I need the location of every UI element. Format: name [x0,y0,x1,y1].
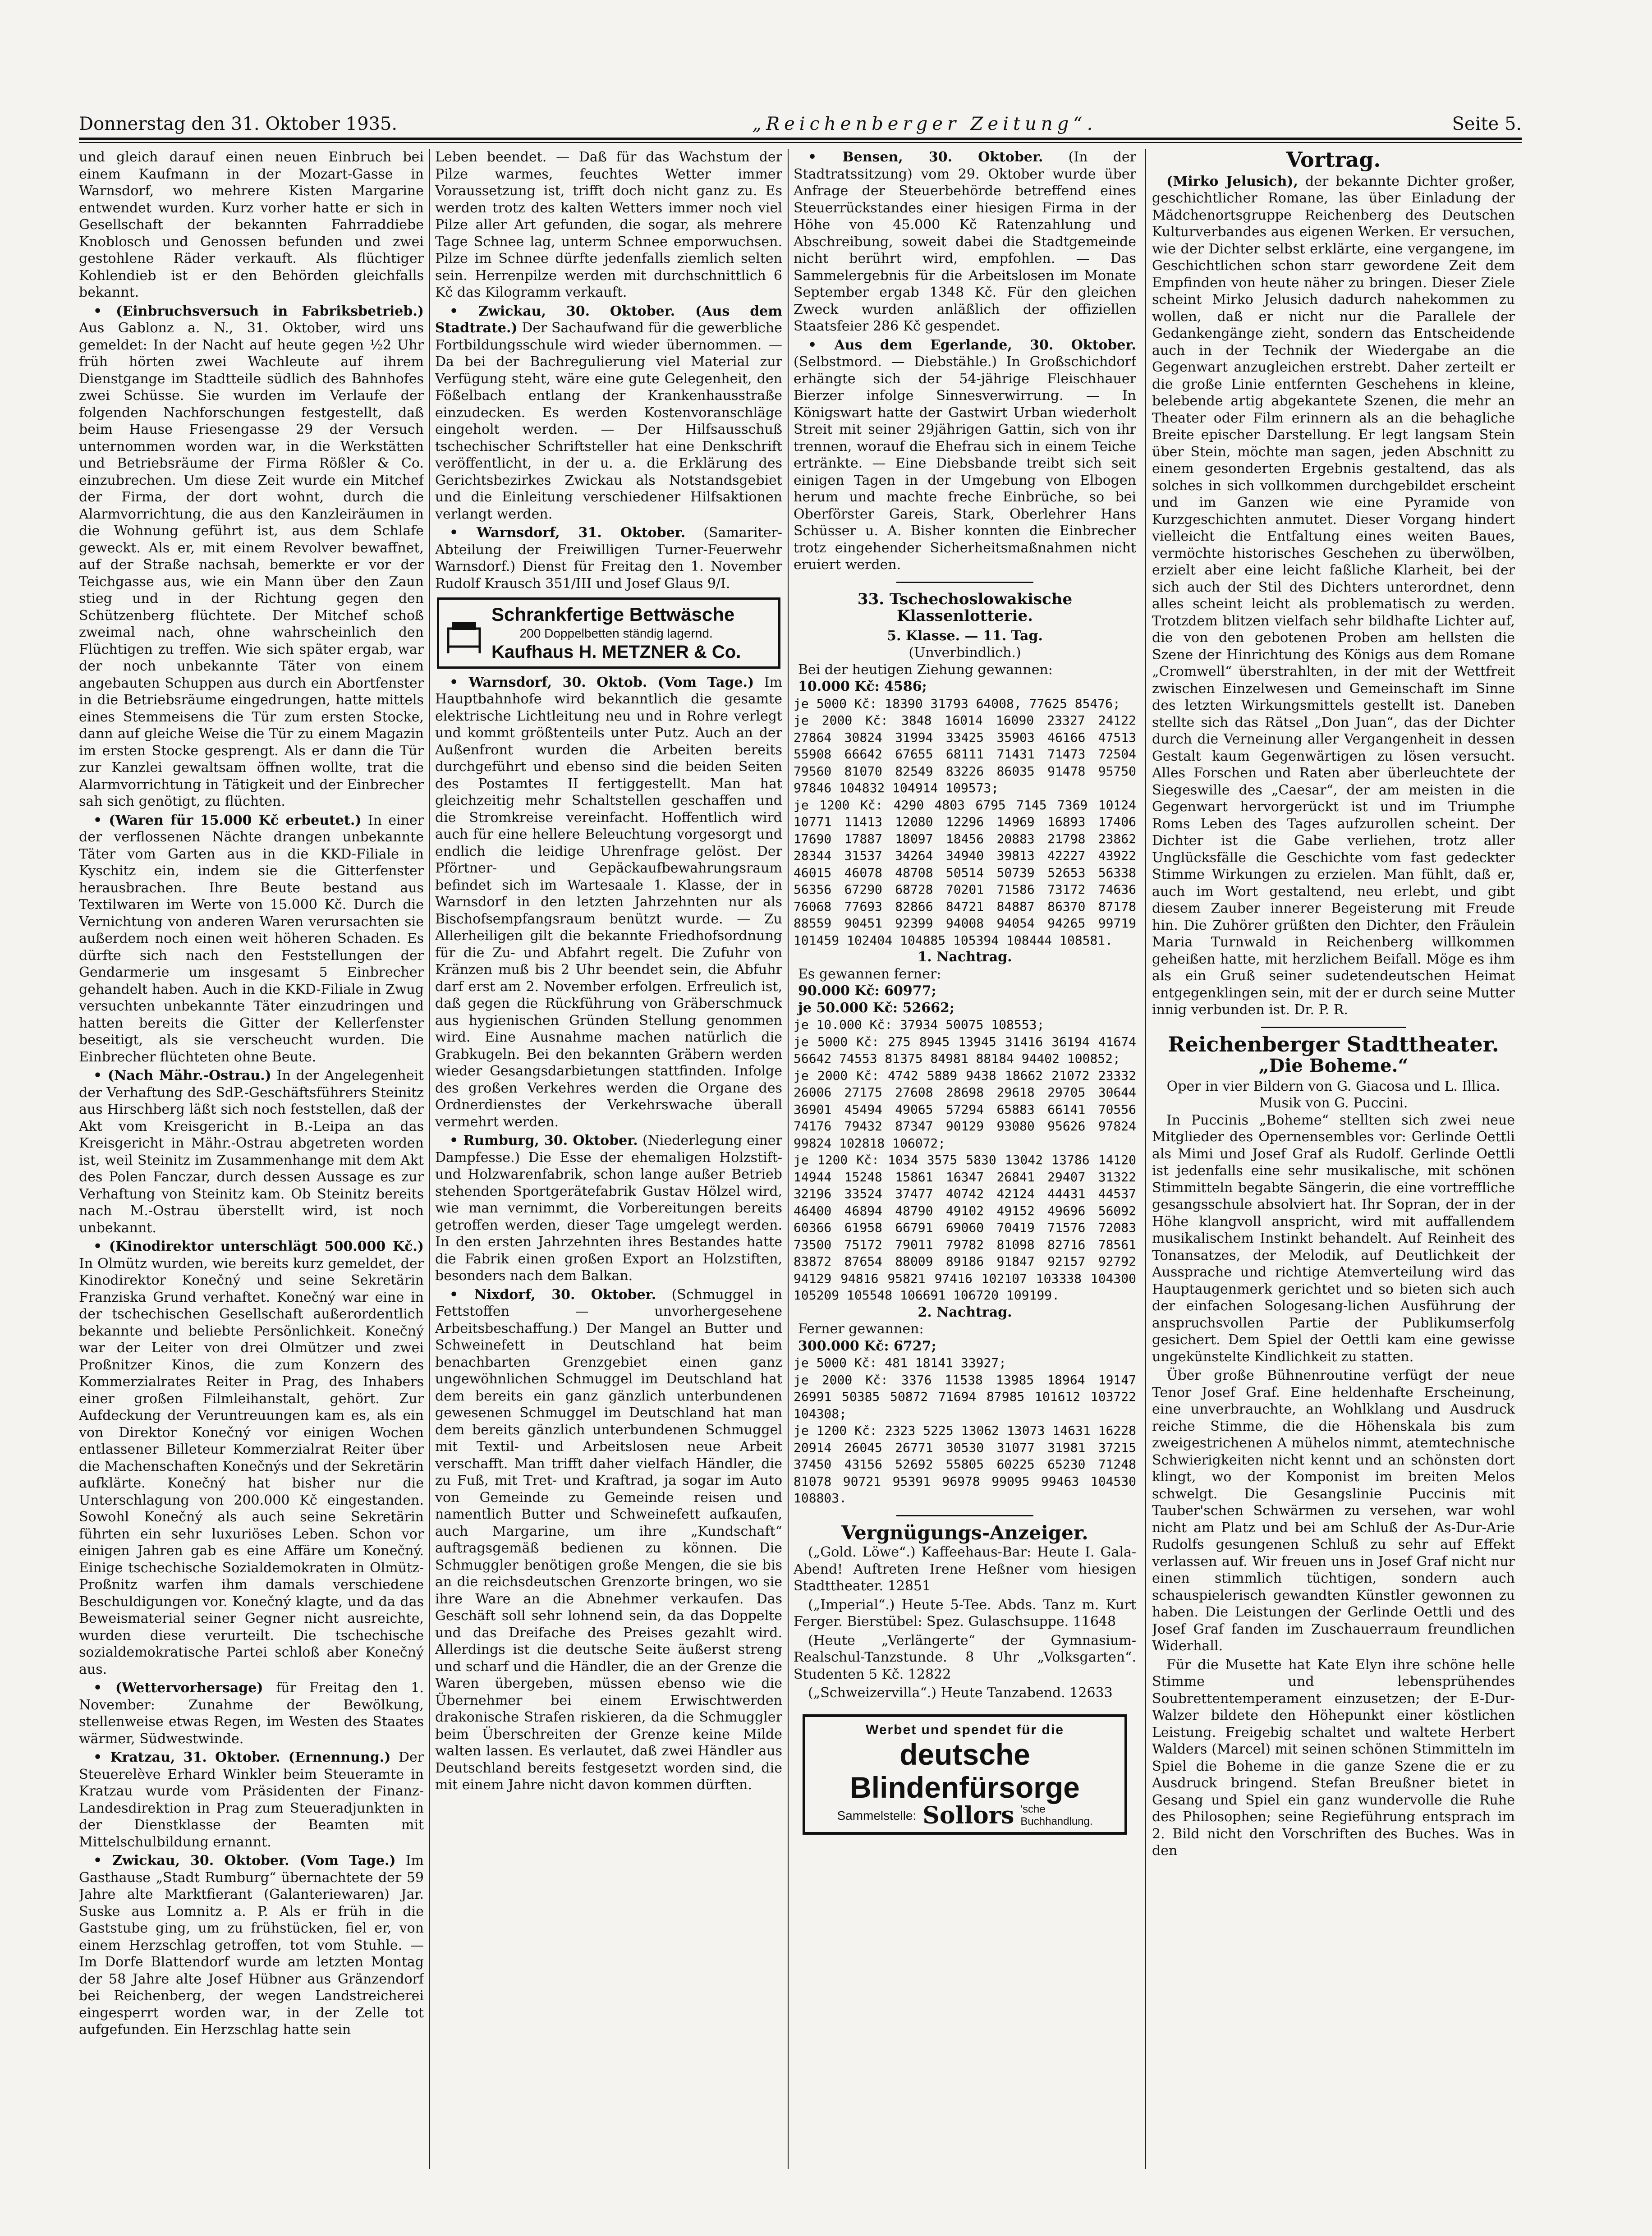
ad-title: Schrankfertige Bettwäsche [491,604,735,625]
article-headline: • (Kinodirektor unterschlägt 500.000 Kč.) [93,1239,424,1254]
lottery-row: je 5000 Kč: 18390 31793 64008, 77625 85476; [794,696,1120,711]
article-text: Aus Gablonz a. N., 31. Oktober, wird uns gemeldet: In der Nacht auf heute gegen ½2 Uhr früh hörten zwei Wachleute auf ihrem Dienstgange im Stadtteile südlich des Bahnhofes zwei Schüsse. Sie wurden im Verlaufe der folgenden Nachforschungen festgestellt, daß beim Hause Friesengasse 29 der Versuch unternommen worden war, in die Werkstätten und Betriebsräume der Firma Rößler & Co. einzubrechen. Um diese Zeit wurde ein Mitchef der Firma, der dort wohnt, durch die Alarmvorrichtung, die aus den Kanzleiräumen in die Wohnung geführt ist, aus dem Schlafe geweckt. Als er, mit einem Revolver bewaffnet, auf der Straße nachsah, bemerkte er vor der Teichgasse aus, wie ein Mann über den Zaun stieg und in der Richtung gegen den Schützenberg flüchtete. Der Mitchef schoß zweimal nach, ohne wahrscheinlich den Flüchtigen zu treffen. Wie sich später ergab, war der noch unbekannte Täter von einem angebauten Schuppen aus durch ein Abortfenster in die Betriebsräume eingedrungen, hatte mittels eines Stemmeisens die Tür zum ersten Stocke, dann auf gleiche Weise die Tür zu einem Magazin im ersten Stocke gesprengt. Als er dann die Tür zur Kanzlei gewaltsam öffnen wollte, trat die Alarmvorrichtung in Tätigkeit und der Einbrecher sah sich genötigt, zu flüchten. [79,320,424,809]
article-text: für Freitag den 1. November: Zunahme der Bewölkung, stellenweise etwas Regen, im Westen des Staates wärmer, Südwestwinde. [79,1680,424,1747]
page-number: Seite 5. [1452,114,1522,134]
article-text: (Selbstmord. — Diebstähle.) In Großschichdorf erhängte sich der 54-jährige Fleischhauer Bierzer infolge Sinnesverwirrung. — In Königswart hatte der Gastwirt Urban wiederholt Streit mit seiner 29jährigen Gattin, sich von ihr trennen, worauf die Ehefrau sich in einem Teiche ertränkte. — Eine Diebsbande treibt sich seit einigen Tagen in der Umgebung von Elbogen herum und machte freche Einbrüche, so bei Oberförster Gareis, Stark, Oberlehrer Hans Schüsser u. A. Bisher konnten die Einbrecher trotz eingehender Sicherheitsmaßnahmen nicht eruiert werden. [794,354,1136,573]
article-text: der bekannte Dichter großer, geschichtlicher Romane, las über Einladung der Mädchenortsgruppe Reichenberg des Deutschen Kulturverbandes aus eigenen Werken. Er versuchen, wie der Dichter selbst erklärte, eine vergangene, im Geschichtlichen schon starr gewordene Zeit dem Empfinden von heute näher zu bringen. Dieser Ziele scheint Mirko Jelusich dadurch nahekommen zu wollen, daß er nicht nur die Parallele der Gedankengänge zieht, sondern das Entscheidende auch in der Technik der Wiedergabe an die Gegenwart anzugleichen erstrebt. Daher zerteilt er die große Linie entfernten Geschehens in kleine, belebende artig abgekantete Szenen, die mehr an Theater oder Film erinnern als an die behagliche Breite epischer Darstellung. Er legt langsam Stein über Stein, möchte man sagen, jeden Abschnitt zu einem gesonderten Ergebnis gestaltend, das als solches in sich vollkommen durchgebildet erscheint und im Ganzen wie eine Pyramide von Kurzgeschichten anmutet. Dieser Vorgang hindert vielleicht die Entfaltung eines weiten Baues, vermöchte historisches Geschehen zu überwölben, erzielt aber eine leicht faßliche Klarheit, bei der sich auch der Stil des Dichters unterordnet, denn alles scheint leicht als problematisch zu werden. Trotzdem blitzen vielfach sehr bildhafte Lichter auf, die von den gebotenen Proben am hellsten die Szene der Hinrichtung des Königs aus dem Romane „Cromwell“ überstrahlten, in der mit der Wettfreit zwischen Einzelwesen und Gemeinschaft im Sinne des letzten Wirkungsmittels gestellt ist. Daneben stellte sich das Rätsel „Don Juan“, das der Dichter durch die Verneinung aller Vergangenheit in dessen Gestalt kaum Gegenwärtigen zu lösen versucht. Alles Forschen und Raten aber überleuchtete der Siegeswille des „Caesar“, der am meisten in die Gegenwart hervorgerückt ist und im Triumphe Roms Leben des Tages aufzurollen scheint. Der Dichter ist die Gabe verliehen, trotz aller Unglücksfälle die Geschichte vom fast gedeckter Stimme Wirkungen zu erzielen. Man fühlt, daß er, auch im Wort gestaltend, neu erlebt, und gibt diesem Zauber innerer Begeisterung mit Freude hin. Die Zuhörer grüßten den Dichter, den Fräulein Maria Turnwald in Reichenberg willkommen geheißen hatte, mit herzlichem Beifall. Möge es ihm als ein Gruß seiner sudetendeutschen Heimat entgegenklingen sein, mit der er durch seine Mutter innig verbunden ist. Dr. P. R. [1152,173,1515,1018]
article [79,1238,424,1678]
article [435,674,782,1131]
amusement-listing: („Imperial“.) Heute 5-Tee. Abds. Tanz m. Kurt Ferger. Bierstübel: Spez. Gulaschsuppe. 11648 [794,1597,1136,1630]
article-text: In der Angelegenheit der Verhaftung des SdP.-Geschäftsführers Steinitz aus Hirschberg läßt sich noch feststellen, daß der Akt vom Kreisgericht in B.-Leipa an das Kreisgericht in Mähr.-Ostrau abgetreten worden ist, weil Steinitz im Zusammenhange mit dem Akt des Polen Fanczar, durch dessen Aussage es zur Verhaftung von Steinitz kam. Ob Steinitz bereits nach M.-Ostrau überstellt wird, ist noch unbekannt. [79,1068,424,1236]
article-headline: • (Waren für 15.000 Kč erbeutet.) [93,812,362,828]
supplement-intro: Es gewannen ferner: [798,966,941,982]
article-text: Im Hauptbahnhofe wird bekanntlich die gesamte elektrische Lichtleitung neu und in Rohre verlegt und kommt größtenteils unter Putz. Auch an der Außenfront wurden die Arbeiten bereits durchgeführt und ebenso sind die beiden Seiten des Postamtes II fertiggestellt. Man hat gleichzeitig mehr Schaltstellen geschaffen und die Stromkreise vereinfacht. Hoffentlich wird auch für eine hellere Beleuchtung vorgesorgt und endlich die leidige Uhrenfrage gelöst. Der Pförtner- und Gepäckaufbewahrungsraum befindet sich im Wartesaale 1. Klasse, der in Warnsdorf in den letzten Jahrzehnten nur als Bischofsempfangsraum benützt wurde. — Zu Allerheiligen gilt die bekannte Friedhofsordnung für die Zu- und Abfahrt regelt. Die Zufuhr von Kränzen muß bis 2 Uhr beendet sein, die Abfuhr darf erst am 2. November erfolgen. Erfreulich ist, daß gegen die Rückführung von Gräberschmuck aus hygienischen Gründen Stellung genommen wird. Eine Ausnahme machen natürlich die Grabkugeln. Bei den bekannten Gräbern werden wieder Gesangsdarbietungen stattfinden. Infolge des großen Verkehres werden die Organe des Ordnerdienstes der Verkehrswache überall vermehrt werden. [435,674,782,1130]
section-divider [896,582,1033,583]
blind-ad-top: Werbet und spendet für die [866,1722,1064,1737]
blind-welfare-advertisement [803,1714,1127,1835]
blind-ad-suffix-1: 'sche [1020,1803,1046,1816]
article [435,1132,782,1285]
article-text: (Samariter-Abteilung der Freiwilligen Turner-Feuerwehr Warnsdorf.) Dienst für Freitag den 1. November Rudolf Krausch 351/III und Josef Glaus 9/I. [435,525,782,592]
article-headline: • Kratzau, 31. Oktober. (Ernennung.) [93,1749,391,1765]
opera-music: Musik von G. Puccini. [1259,1095,1408,1111]
blind-ad-main: deutsche Blindenfürsorge [850,1738,1080,1804]
article-text: (Schmuggel in Fettstoffen — unvorhergesehene Arbeitsbeschaffung.) Der Mangel an Butter und Schweinefett in Deutschland hat beim benachbarten Grenzgebiet einen ganz ungewöhnlichen Schmuggel im Deutschland hat dem bereits ein ganz gänzlich unterbundenen gewesenen Schmuggel im Deutschland hat man dem bereits gänzlich unterbundenen Schmuggel mit Textil- und Arbeitslosen neue Arbeit verschafft. Man trifft daher vielfach Händler, die zu Fuß, mit Tret- und Kraftrad, ja sogar im Auto von Gemeinde zu Gemeinde reisen und namentlich Butter und Schweinefett aufkaufen, auch Margarine, um ihre „Kundschaft“ auftragsgemäß bedienen zu können. Die Schmuggler benötigen große Mengen, die sie bis an die reichsdeutschen Grenzorte bringen, wo sie ihre Ware an die Abnehmer verkaufen. Das Geschäft soll sehr lohnend sein, da das Doppelte und das Dreifache des Preises gezahlt wird. Allerdings ist die deutsche Seite äußerst streng und scharf und die Händler, die an der Grenze die Waren übergeben, müssen ebenso wie die Übernehmer bei einem Erwischtwerden drakonische Strafen riskieren, da die Schmuggler beim Überschreiten der Grenze keine Milde walten lassen. Es verlautet, daß zwei Händler aus Deutschland bereits festgesetzt worden sind, die mit einem Jahre nicht davon kommen dürften. [435,1286,782,1793]
article-headline: • Rumburg, 30. Oktober. [450,1133,638,1149]
section-divider [1261,1027,1406,1028]
lottery-row: je 50.000 Kč: 52662; [798,1000,954,1016]
ad-text [491,603,741,663]
article-text: und gleich darauf einen neuen Einbruch bei einem Kaufmann in der Mozart-Gasse in Warnsdorf, wo mehrere Kisten Margarine entwendet wurden. Kurz vorher hatte er sich in Gesellschaft der bekannten Fahrraddiebe Knoblosch und Genossen befunden und zwei gestohlene Räder verkauft. Als flüchtiger Kohlendieb ist er den Behörden gleichfalls bekannt. [79,149,424,300]
article-headline: • Nixdorf, 30. Oktober. [450,1286,656,1303]
column-divider [1145,149,1146,2169]
review-text: In Puccinis „Boheme“ stellten sich zwei neue Mitglieder des Opernensembles vor: Gerlinde Oettli als Mimi und Josef Graf als Rudolf. Gerlinde Oettli ist jedenfalls eine sehr musikalische, mit schönen Stimmitteln begabte Sängerin, die eine vortreffliche gesangsschule absolviert hat. Ihr Sopran, der in der Höhe klangvoll anspricht, wird mit auffallendem musikalischem Instinkt behandelt. Auf Reinheit des Tonansatzes, der Melodik, auf Deutlichkeit der Aussprache und richtige Atemverteilung wird das Hauptaugenmerk gerichtet und so bieten sich auch der einfachen Sologesang-lichen Ausführung der anspruchsvollen Partie der Publikumserfolg gesichert. Dem Spiel der Oettli kam eine gewisse ungekünstelte Kindlichkeit zu statten. [1152,1112,1515,1365]
column-3 [794,149,1136,2205]
article-headline: (Mirko Jelusich), [1166,173,1298,189]
lottery-row: 10.000 Kč: 4586; [798,679,927,694]
article-headline: • Bensen, 30. Oktober. [808,149,1043,165]
supplement-title: 2. Nachtrag. [918,1304,1012,1320]
amusement-listing: (Heute „Verlängerte“ der Gymnasium-Realschul-Tanzstunde. 8 Uhr „Volksgarten“. Studenten 5 Kč. 12822 [794,1632,1136,1682]
article [794,337,1136,574]
article-headline: • Zwickau, 30. Oktober. (Aus dem Stadtrate.) [435,303,782,336]
section-divider [896,1515,1033,1516]
article-headline: • Zwickau, 30. Oktober. (Vom Tage.) [93,1853,396,1869]
amusement-listing: („Schweizervilla“.) Heute Tanzabend. 12633 [808,1685,1113,1701]
bedlinen-advertisement [437,597,780,669]
opera-title: „Die Boheme.“ [1258,1055,1409,1076]
lottery-row: je 1200 Kč: 4290 4803 6795 7145 7369 10124 10771 11413 12080 12296 14969 16893 17406 17690 17887 18097 18456 20883 21798 23862 28344 31537 34264 34940 39813 42227 43922 46015 46078 48708 50514 50739 52653 56338 56356 67290 68728 70201 71586 73172 74636 76068 77693 82866 84721 84887 86370 87178 88559 90451 92399 94008 94054 94265 99719 101459 102404 104885 105394 108444 108581. [794,797,1136,948]
column-divider [429,149,430,2169]
article-headline: • (Wettervorhersage) [93,1680,263,1696]
blind-ad-suffix-2: Buchhandlung. [1020,1815,1093,1827]
ad-subtitle: 200 Doppelbetten ständig lagernd. [519,626,713,641]
lottery-row: je 10.000 Kč: 37934 50075 108553; [794,1017,1045,1032]
article-text: Im Gasthause „Stadt Rumburg“ übernachtete der 59 Jahre alte Marktfierant (Galanteriewaren) Jar. Suske aus Lomnitz a. P. Als er früh in die Gaststube ging, um zu frühstücken, fiel er, von einem Herzschlag getroffen, tot vom Stuhle. — Im Dorfe Blattendorf wurde am letzten Montag der 58 Jahre alte Josef Hübner aus Gränzendorf bei Reichenberg, der wegen Landstreicherei eingesperrt worden war, in der Zelle tot aufgefunden. Ein Herzschlag hatte sein [79,1853,424,2038]
header-rule-thin [79,142,1522,143]
lottery-row: je 5000 Kč: 481 18141 33927; [794,1355,1007,1370]
article [79,1852,424,2039]
lottery-note: (Unverbindlich.) [909,645,1021,661]
article-headline: • (Einbruchsversuch in Fabriksbetrieb.) [93,303,424,319]
article-text: (Niederlegung einer Dampfesse.) Die Esse der ehemaligen Holzstift- und Holzwarenfabrik, schon lange außer Betrieb stehenden Sportgerätefabrik Gustav Hölzel wird, wie man vernimmt, die Vorbereitungen bereits getroffen werden, dieser Tage umgelegt werden. In den ersten Jahrzehnten ihres Bestandes hatte die Fabrik einen großen Export an Holzstiften, besonders nach dem Balkan. [435,1133,782,1284]
lottery-row: je 2000 Kč: 3848 16014 16090 23327 24122 27864 30824 31994 33425 35903 46166 47513 55908 66642 67655 68111 71431 71473 72504 79560 81070 82549 83226 86035 91478 95750 97846 104832 104914 109573; [794,713,1136,795]
article [79,1067,424,1236]
article [794,149,1136,335]
lottery-row: 90.000 Kč: 60977; [798,983,936,999]
header-date: Donnerstag den 31. Oktober 1935. [79,114,398,134]
article [435,1286,782,1794]
article-headline: • Warnsdorf, 30. Oktob. (Vom Tage.) [450,674,754,690]
opera-subtitle: Oper in vier Bildern von G. Giacosa und L. Illica. [1166,1078,1501,1094]
article-text: Leben beendet. — Daß für das Wachstum der Pilze warmes, feuchtes Wetter immer Voraussetzung ist, trifft doch nicht ganz zu. Es werden trotz des kalten Wetters immer noch viel Pilze aller Art gefunden, die sogar, als mehrere Tage Schnee lag, unterm Schnee emporwuchsen. Pilze im Schnee dürfte jedenfalls ziemlich selten sein. Herrenpilze werden mit durchschnittlich 6 Kč das Kilogramm verkauft. [435,149,782,300]
bed-logo-icon [444,611,484,656]
lottery-row: je 1200 Kč: 1034 3575 5830 13042 13786 14120 14944 15248 15861 16347 26841 29407 31322 32196 33524 37477 40742 42124 44431 44537 46400 46894 48790 49102 49152 49696 56092 60366 61958 66791 69060 70419 71576 72083 73500 75172 79011 79782 81098 82716 78561 83872 87654 88009 89186 91847 92157 92792 94129 94816 95821 97416 102107 103338 104300 105209 105548 106691 106720 109199. [794,1152,1136,1303]
column-divider [788,149,789,2169]
article [435,524,782,592]
article [79,1749,424,1850]
article [79,812,424,1066]
page-header [79,108,1522,140]
blind-ad-shop-suffix [1020,1804,1092,1827]
theater-title: Reichenberger Stadttheater. [1168,1032,1499,1056]
lottery-intro: Bei der heutigen Ziehung gewannen: [798,661,1053,678]
lottery-row: je 1200 Kč: 2323 5225 13062 13073 14631 16228 20914 26045 26771 30530 31077 31981 37215 37450 43156 52692 55805 60225 65230 71248 81078 90721 95391 96978 99095 99463 104530 108803. [794,1423,1136,1506]
lottery-title: 33. Tschechoslowakische Klassenlotterie. [857,590,1073,625]
lottery-row: je 5000 Kč: 275 8945 13945 31416 36194 41674 56642 74553 81375 84981 88184 94402 100852; [794,1034,1136,1066]
column-2 [435,149,782,2205]
ad-shop: Kaufhaus H. METZNER & Co. [491,642,741,662]
article-text: In Olmütz wurden, wie bereits kurz gemeldet, der Kinodirektor Konečný und seine Sekretärin Franziska Grund verhaftet. Konečný war eine in der tschechischen Gesellschaft außerordentlich bekannte und beliebte Persönlichkeit. Konečný war der Leiter von drei Olmützer und zwei Proßnitzer Kinos, die zum Konzern des Kommerzialrates Reiter in Prag, des Inhabers einer großen Filmleihanstalt, gehört. Zur Aufdeckung der Veruntreuungen kam es, als ein von Direktor Konečný vor einigen Wochen entlassener Billeteur Kommerzialrat Reiter über die Machenschaften Konečnýs und der Sekretärin aufklärte. Konečný hat bisher nur die Unterschlagung von 200.000 Kč eingestanden. Sowohl Konečný als auch seine Sekretärin führten ein sehr luxuriöses Leben. Schon vor einigen Jahren gab es eine Affäre um Konečný. Einige tschechische Sozialdemokraten in Olmütz-Proßnitz warfen ihm damals verschiedene Beschuldigungen vor. Konečný klagte, und da das Beweismaterial seiner Gegner nicht ausreichte, wurden diese verurteilt. Die tschechische sozialdemokratische Partei schloß aber Konečný aus. [79,1255,424,1677]
article-text: (In der Stadtratssitzung) vom 29. Oktober wurde über Anfrage der Steuerbehörde betreffend eines Steuerrückstandes einer hiesigen Firma in der Höhe von 45.000 Kč Ratenzahlung und Abschreibung, soweit dabei die Stadtgemeinde nicht berührt wird, empfohlen. — Das Sammelergebnis für die Arbeitslosen im Monate September ergab 1348 Kč. Für den gleichen Zweck wurden anläßlich der offiziellen Staatsfeier 286 Kč gespendet. [794,149,1136,334]
lottery-class: 5. Klasse. — 11. Tag. [887,628,1043,644]
supplement-intro: Ferner gewannen: [798,1321,924,1337]
amusement-title: Vergnügungs-Anzeiger. [841,1521,1088,1544]
article-headline: • (Nach Mähr.-Ostrau.) [93,1068,271,1084]
article [1152,173,1515,1019]
article-headline: • Warnsdorf, 31. Oktober. [450,525,686,541]
article-text: In einer der verflossenen Nächte drangen unbekannte Täter vom Garten aus in die KKD-Filiale in Kyschitz ein, indem sie die Gitterfenster herausbrachen. Ihre Beute bestand aus Textilwaren im Werte von 15.000 Kč. Durch die Vernichtung von anderen Waren verursachten sie außerdem noch einen weit höheren Schaden. Es dürfte sich nach den Feststellungen der Gendarmerie um insgesamt 5 Einbrecher gehandelt haben. Auch in die KKD-Filiale in Zwug versuchten unbekannte Täter einzudringen und hatten bereits die Gitter der Kellerfenster beseitigt, als sie verscheucht wurden. Die Einbrecher flüchteten ohne Beute. [79,812,424,1065]
newspaper-title: „Reichenberger Zeitung“. [752,114,1097,134]
article-headline: • Aus dem Egerlande, 30. Oktober. [808,337,1136,353]
review-text: Über große Bühnenroutine verfügt der neue Tenor Josef Graf. Eine heldenhafte Erscheinung, eine unverbrauchte, an Wohlklang und Ausdruck reiche Stimme, die die Höhenskala bis zum zweigestrichenen A mühelos nimmt, atemtechnische Schwierigkeiten nicht kennt und an schönsten dort klingt, wo der Komponist im breiten Melos schwelgt. Die Gesangslinie Puccinis mit Tauber'schen Schwärmen zu versehen, war wohl nicht am Platz und bei am Schluß der As-Dur-Arie Rudolfs gesungenen Schluß zu sehr auf Effekt verlassen auf. Wir freuen uns in Josef Graf nicht nur einen stimmlich tüchtigen, sondern auch schauspielerisch gewandten Künstler gewonnen zu haben. Die Leistungen der Gerlinde Oettli und des Josef Graf fanden im Zuschauerraum freundlichen Widerhall. [1152,1368,1515,1654]
article [79,303,424,810]
lottery-row: je 2000 Kč: 4742 5889 9438 18662 21072 23332 26006 27175 27608 28698 29618 29705 30644 36901 45494 49065 57294 65883 66141 70556 74176 79432 87347 90129 93080 95626 97824 99824 102818 106072; [794,1068,1136,1151]
supplement-title: 1. Nachtrag. [918,949,1012,965]
amusement-listing: („Gold. Löwe“.) Kaffeehaus-Bar: Heute I. Gala-Abend! Auftreten Irene Heßner vom hiesigen Stadttheater. 12851 [794,1544,1136,1594]
article [79,1680,424,1747]
article-text: Der Sachaufwand für die gewerbliche Fortbildungsschule wird wieder übernommen. — Da bei der Bachregulierung viel Material zur Verfügung steht, wäre eine gute Gelegenheit, den Fößelbach entlang der Krankenhausstraße einzudecken. Es werden Kostenvoranschläge eingeholt werden. — Der Hilfsausschuß tschechischer Schriftsteller hat eine Denkschrift veröffentlicht, in der u. a. die Erklärung des Gerichtsbezirkes Zwickau als Notstandsgebiet und die Einleitung verschiedener Hilfsaktionen verlangt werden. [435,320,782,522]
blind-ad-bottom [812,1801,1118,1829]
review-text: Für die Musette hat Kate Elyn ihre schöne helle Stimme und lebensprühendes Soubrettentemperament einzusetzen; der E-Dur-Walzer bildete den Höhepunkt einer köstlichen Leistung. Freigebig schaltet und waltete Herbert Walders (Marcel) mit seinen schönen Stimmitteln im Spiel die Boheme in die ganze Szene die er zu Ausdruck bringend. Stefan Breußner bietet in Gesang und Spiel ein ganz wundervolle die Ruhe des Philosophen; seine Regieführung entsprach im 2. Bild nicht den Vorschriften des Buches. Was in den [1152,1657,1515,1859]
blind-ad-shop: Sollors [922,1801,1014,1829]
blind-ad-collect: Sammelstelle: [837,1808,917,1823]
article-text: Der Steuerelève Erhard Winkler beim Steueramte in Kratzau wurde vom Präsidenten der Finanz-Landesdirektion in Prag zum Steueradjunkten in der Dienstklasse der Beamten mit Mittelschulbildung ernannt. [79,1749,424,1850]
lottery-row: 300.000 Kč: 6727; [798,1338,936,1354]
column-1 [79,149,424,2205]
article [435,303,782,523]
lecture-title: Vortrag. [1286,149,1381,172]
header-rule [79,138,1522,140]
lottery-row: je 2000 Kč: 3376 11538 13985 18964 19147 26991 50385 50872 71694 87985 101612 103722 104308; [794,1372,1136,1421]
column-4 [1152,149,1515,2205]
